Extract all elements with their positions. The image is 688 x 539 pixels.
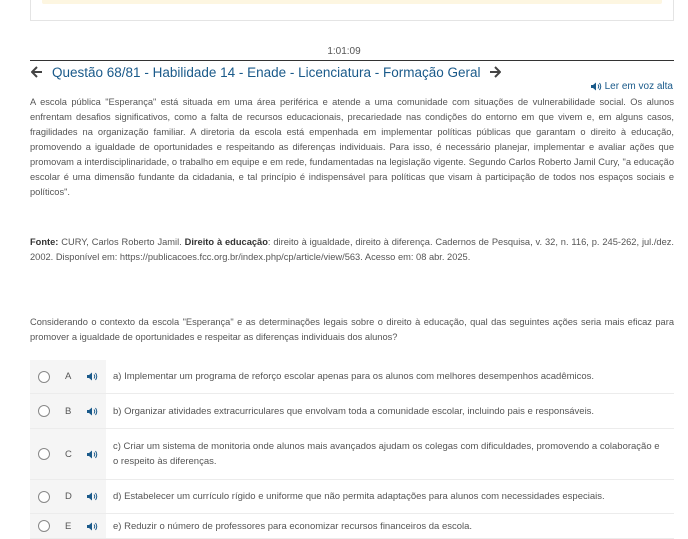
radio-button[interactable]: [38, 405, 50, 417]
source-citation: [30, 235, 674, 265]
source-title: Direito à educação: [184, 237, 268, 247]
option-text[interactable]: c) Criar um sistema de monitoria onde alunos mais avançados ajudam os colegas com dificuldades, promovendo a colaboração e o respeito às diferenças.: [106, 429, 674, 479]
option-text[interactable]: a) Implementar um programa de reforço escolar apenas para os alunos com melhores desempenhos acadêmicos.: [106, 360, 674, 393]
answer-option-c[interactable]: [30, 429, 674, 480]
header-divider: [30, 60, 674, 61]
option-text[interactable]: e) Reduzir o número de professores para economizar recursos financeiros da escola.: [106, 514, 674, 538]
read-aloud-button[interactable]: [591, 81, 673, 92]
option-text[interactable]: b) Organizar atividades extracurriculares que envolvam toda a comunidade escolar, incluindo pais e responsáveis.: [106, 394, 674, 428]
answer-option-a[interactable]: [30, 360, 674, 394]
question-context: A escola pública "Esperança" está situada em uma área periférica e atende a uma comunidade com situações de vulnerabilidade social. Os alunos enfrentam desafios significativos, como a falta de recursos educacionais, precariedade nas condições do entorno em que vivem e, em alguns casos, fragilidades na organização familiar. A diretoria da escola está empenhada em implementar políticas públicas que garantam o direito à educação, promovendo a igualdade de oportunidades e respeitando as diferenças individuais. Para isso, é necessário planejar, implementar e avaliar ações que promovam a interdisciplinaridade, o trabalho em equipe e em rede, fundamentadas na legislação vigente. Segundo Carlos Roberto Jamil Cury, "a educação escolar é uma dimensão fundante da cidadania, e tal princípio é indispensável para políticas que visam à participação de todos nos espaços sociais e políticos".: [30, 97, 674, 197]
radio-button[interactable]: [38, 448, 50, 460]
highlight-strip: [42, 0, 662, 4]
source-label: Fonte:: [30, 237, 59, 247]
previous-content-card: [30, 0, 674, 21]
speaker-icon[interactable]: [87, 372, 98, 381]
source-author: CURY, Carlos Roberto Jamil.: [61, 237, 182, 247]
option-text[interactable]: d) Estabelecer um currículo rígido e uniforme que não permita adaptações para alunos com necessidades especiais.: [106, 480, 674, 513]
answer-option-e[interactable]: [30, 514, 674, 539]
question-title: Questão 68/81 - Habilidade 14 - Enade - Licenciatura - Formação Geral: [52, 64, 481, 80]
arrow-right-icon[interactable]: [488, 65, 502, 79]
question-prompt: Considerando o contexto da escola "Esperança" e as determinações legais sobre o direito à educação, qual das seguintes ações seria mais eficaz para promover a igualdade de oportunidades e respeitar as diferenças individuais dos alunos?: [30, 317, 674, 342]
speaker-icon[interactable]: [87, 522, 98, 531]
read-aloud-label: Ler em voz alta: [604, 81, 673, 92]
radio-button[interactable]: [38, 371, 50, 383]
answer-option-d[interactable]: [30, 480, 674, 514]
arrow-left-icon[interactable]: [30, 65, 44, 79]
option-letter: C: [65, 448, 72, 460]
option-letter: D: [65, 491, 72, 502]
option-letter: A: [65, 371, 72, 382]
speaker-icon[interactable]: [87, 450, 98, 459]
question-header: [30, 63, 674, 81]
option-letter: E: [65, 520, 72, 532]
option-letter: B: [65, 405, 72, 417]
source-details: : direito à igualdade, direito à diferença. Cadernos de Pesquisa, v. 32, n. 116, p. 245-262, jul./dez. 2002. Disponível em: https://publicacoes.fcc.org.br/index.php/cp/article/view/563. Acesso em: 08 abr. 2025.: [30, 237, 674, 262]
speaker-icon[interactable]: [87, 407, 98, 416]
radio-button[interactable]: [38, 491, 50, 503]
speaker-icon[interactable]: [87, 492, 98, 501]
answer-option-b[interactable]: [30, 394, 674, 429]
radio-button[interactable]: [38, 520, 50, 532]
exam-timer: 1:01:09: [327, 46, 361, 57]
speaker-icon: [591, 82, 602, 91]
